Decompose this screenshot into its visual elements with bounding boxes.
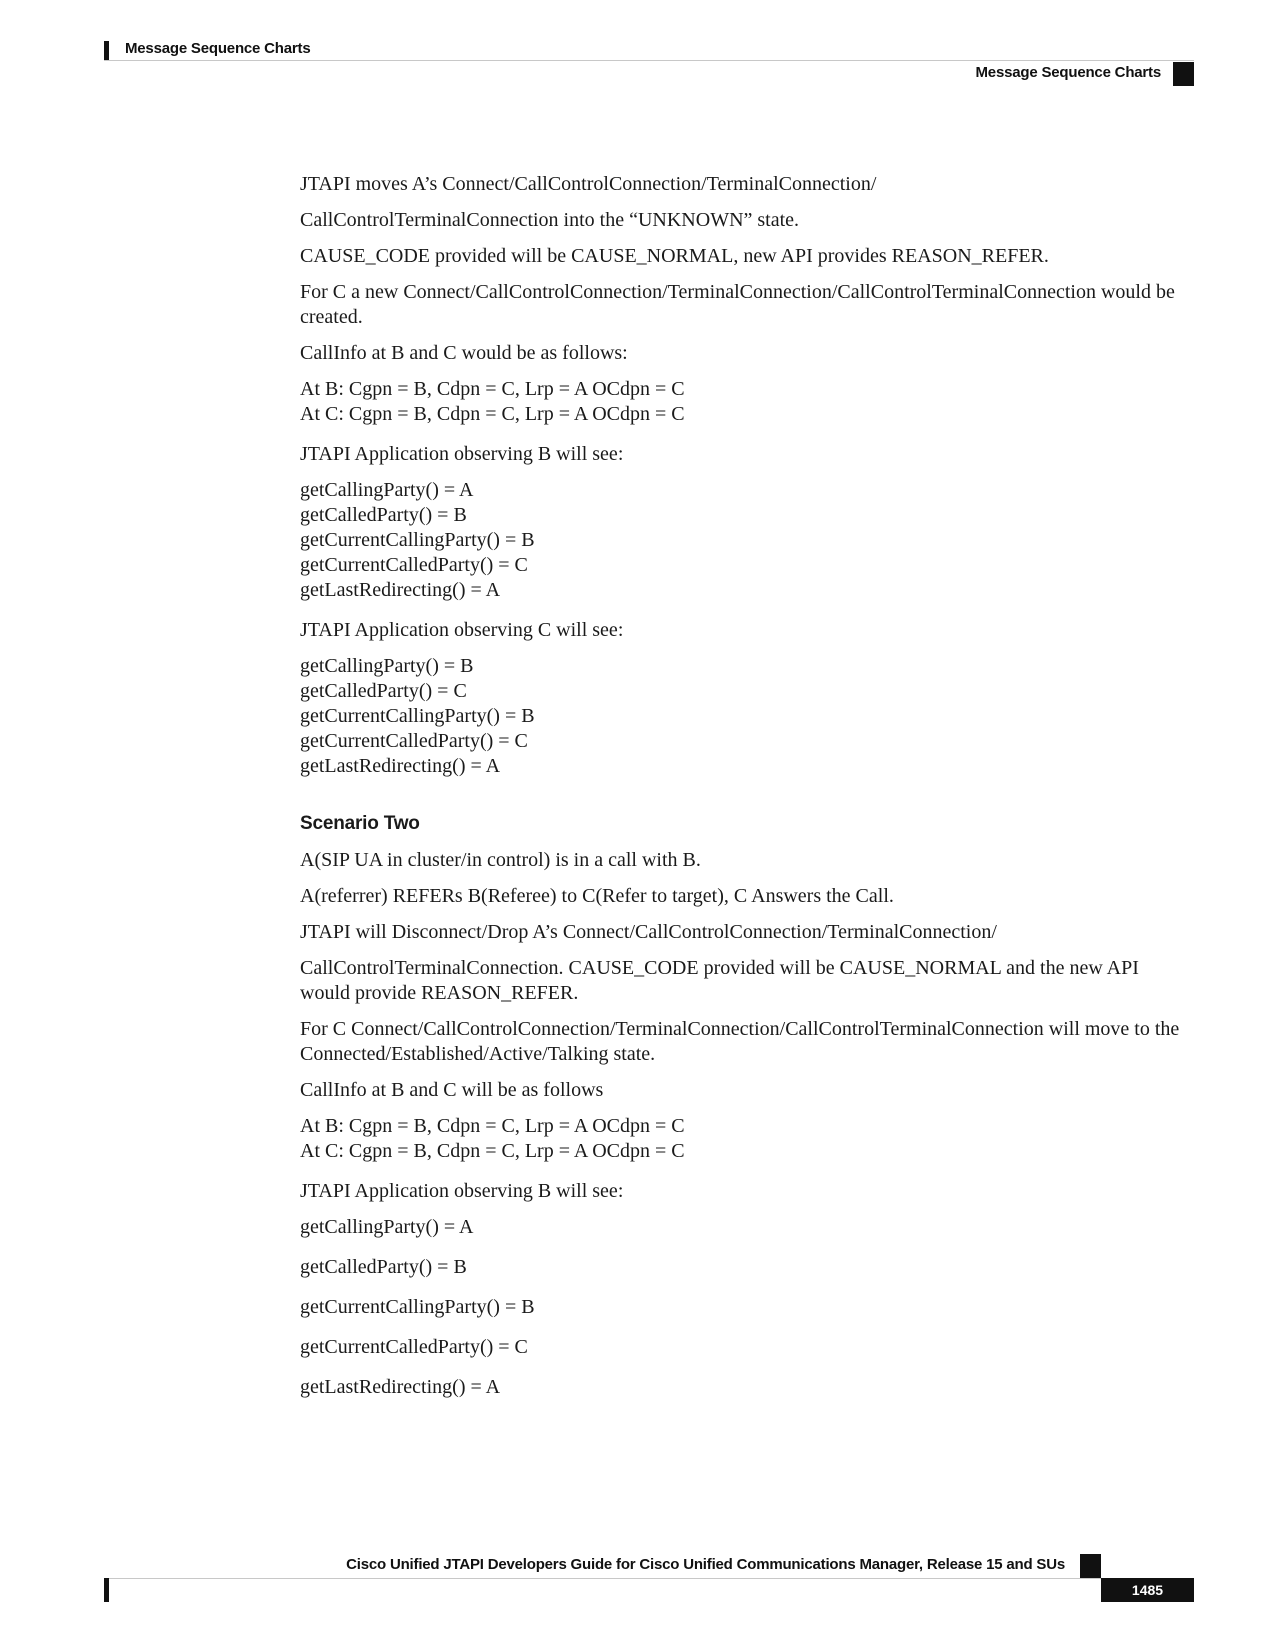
method-line: getCalledParty() = B — [300, 504, 467, 526]
observer-b-list — [300, 478, 1192, 603]
header-chapter-title: Message Sequence Charts — [125, 40, 311, 57]
method-line: getCurrentCalledParty() = C — [300, 554, 528, 576]
callinfo-list — [300, 377, 1192, 427]
paragraph: CallInfo at B and C would be as follows: — [300, 342, 628, 364]
method-line: getCurrentCallingParty() = B — [300, 529, 535, 551]
header-section-title: Message Sequence Charts — [975, 64, 1161, 81]
header-rule — [104, 60, 1194, 61]
method-line: getCalledParty() = C — [300, 680, 467, 702]
method-paragraph: getCalledParty() = B — [300, 1256, 467, 1278]
paragraph: JTAPI Application observing C will see: — [300, 619, 624, 641]
paragraph: CAUSE_CODE provided will be CAUSE_NORMAL, new API provides REASON_REFER. — [300, 245, 1049, 267]
observer-c-list — [300, 654, 1192, 779]
method-paragraph: getLastRedirecting() = A — [300, 1376, 501, 1398]
paragraph: JTAPI moves A’s Connect/CallControlConnection/TerminalConnection/ — [300, 173, 877, 195]
method-line: getCurrentCallingParty() = B — [300, 705, 535, 727]
method-line: getCurrentCalledParty() = C — [300, 730, 528, 752]
footer-guide-title: Cisco Unified JTAPI Developers Guide for Cisco Unified Communications Manager, Release 15 and SUs — [346, 1556, 1065, 1573]
callinfo-line: At B: Cgpn = B, Cdpn = C, Lrp = A OCdpn = C — [300, 1115, 685, 1137]
header-left-bar — [104, 41, 109, 60]
paragraph: A(referrer) REFERs B(Referee) to C(Refer to target), C Answers the Call. — [300, 885, 894, 907]
paragraph: For C a new Connect/CallControlConnection/TerminalConnection/CallControlTerminalConnection would be created. — [300, 281, 1175, 328]
method-paragraph: getCurrentCallingParty() = B — [300, 1296, 535, 1318]
section-heading: Scenario Two — [300, 813, 420, 834]
method-line: getLastRedirecting() = A — [300, 579, 501, 601]
page-content — [300, 172, 1192, 1415]
method-line: getCallingParty() = A — [300, 479, 474, 501]
method-line: getCallingParty() = B — [300, 655, 474, 677]
paragraph: CallInfo at B and C will be as follows — [300, 1079, 604, 1101]
paragraph: JTAPI Application observing B will see: — [300, 1180, 624, 1202]
paragraph: CallControlTerminalConnection. CAUSE_CODE provided will be CAUSE_NORMAL and the new API would provide REASON_REFER. — [300, 957, 1139, 1004]
callinfo-line: At B: Cgpn = B, Cdpn = C, Lrp = A OCdpn = C — [300, 378, 685, 400]
paragraph: A(SIP UA in cluster/in control) is in a call with B. — [300, 849, 701, 871]
method-line: getLastRedirecting() = A — [300, 755, 501, 777]
paragraph: CallControlTerminalConnection into the “UNKNOWN” state. — [300, 209, 800, 231]
callinfo-list — [300, 1114, 1192, 1164]
paragraph: For C Connect/CallControlConnection/TerminalConnection/CallControlTerminalConnection will move to the Connected/Established/Active/Talking state. — [300, 1018, 1180, 1065]
callinfo-line: At C: Cgpn = B, Cdpn = C, Lrp = A OCdpn = C — [300, 403, 685, 425]
footer-block — [1080, 1554, 1101, 1578]
method-paragraph: getCurrentCalledParty() = C — [300, 1336, 528, 1358]
method-paragraph: getCallingParty() = A — [300, 1216, 474, 1238]
footer-rule — [104, 1578, 1194, 1579]
header-right-block — [1173, 62, 1194, 86]
callinfo-line: At C: Cgpn = B, Cdpn = C, Lrp = A OCdpn = C — [300, 1140, 685, 1162]
footer-left-bar — [104, 1578, 109, 1602]
page-number: 1485 — [1101, 1578, 1194, 1602]
paragraph: JTAPI will Disconnect/Drop A’s Connect/CallControlConnection/TerminalConnection/ — [300, 921, 997, 943]
paragraph: JTAPI Application observing B will see: — [300, 443, 624, 465]
